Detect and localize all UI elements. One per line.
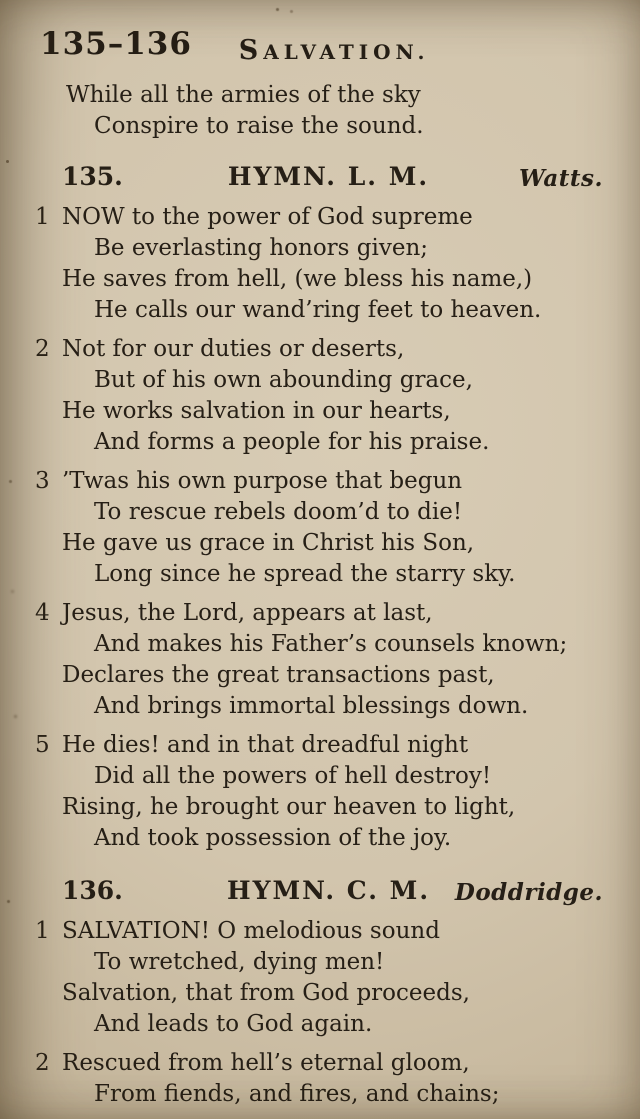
- hymn-number: 135.: [62, 162, 123, 191]
- verse-line: Rescued from hell’s eternal gloom,: [62, 1050, 470, 1076]
- verse-line: Be everlasting honors given;: [94, 235, 429, 261]
- verse-number: 1: [35, 204, 50, 230]
- verse: [35, 916, 595, 1040]
- hymn-title: HYMN. L. M.: [227, 162, 430, 191]
- verse-line: And brings immortal blessings down.: [94, 693, 529, 719]
- page-header: [40, 26, 595, 70]
- verse: [35, 730, 595, 854]
- hymn-heading-135: [62, 162, 603, 202]
- verse-line: While all the armies of the sky: [66, 82, 421, 108]
- verse-line: Salvation, that from God proceeds,: [62, 980, 470, 1006]
- verse: [35, 334, 595, 458]
- page-stain: [6, 160, 9, 163]
- verse-line: To rescue rebels doom’d to die!: [94, 499, 463, 525]
- verse: [35, 598, 595, 722]
- verse-line: He works salvation in our hearts,: [62, 398, 451, 424]
- verse-number: 2: [35, 1050, 50, 1076]
- verse-line: He calls our wand’ring feet to heaven.: [94, 297, 542, 323]
- verse-line: Conspire to raise the sound.: [94, 113, 424, 139]
- hymn-number: 136.: [62, 876, 123, 905]
- verse-line: To wretched, dying men!: [94, 949, 385, 975]
- verse: [35, 202, 595, 326]
- verse-line: And makes his Father’s counsels known;: [94, 631, 568, 657]
- verse-line: He saves from hell, (we bless his name,): [62, 266, 533, 292]
- verse-line: Rising, he brought our heaven to light,: [62, 794, 516, 820]
- verse-line: Long since he spread the starry sky.: [94, 561, 516, 587]
- continued-stanza: [62, 80, 595, 142]
- hymn-title: HYMN. C. M.: [226, 876, 431, 905]
- hymn-author: Doddridge.: [454, 879, 603, 906]
- hymn-heading-136: [62, 876, 603, 916]
- verse-line: And leads to God again.: [94, 1011, 373, 1037]
- verse-line: Jesus, the Lord, appears at last,: [62, 600, 433, 626]
- verse-line: And took possession of the joy.: [94, 825, 452, 851]
- verse-number: 1: [35, 918, 50, 944]
- verse-number: 3: [35, 468, 50, 494]
- verse-line: And forms a people for his praise.: [94, 429, 490, 455]
- verse-line: Not for our duties or deserts,: [62, 336, 405, 362]
- verse: [35, 1048, 595, 1110]
- verse-number: 4: [35, 600, 50, 626]
- verse-line: Declares the great transactions past,: [62, 662, 495, 688]
- verse-number: 2: [35, 336, 50, 362]
- section-title: SALVATION.: [238, 35, 430, 66]
- page-numbers: 135–136: [40, 26, 192, 62]
- verse-line: NOW to the power of God supreme: [62, 204, 473, 230]
- verse-line: Did all the powers of hell destroy!: [94, 763, 492, 789]
- verse-line: From fiends, and fires, and chains;: [94, 1081, 500, 1107]
- verse-line: SALVATION! O melodious sound: [62, 918, 440, 944]
- hymn-author: Watts.: [519, 165, 603, 192]
- verse-number: 5: [35, 732, 50, 758]
- verse-line: ’Twas his own purpose that begun: [62, 468, 463, 494]
- verse-line: He dies! and in that dreadful night: [62, 732, 469, 758]
- verse-line: But of his own abounding grace,: [94, 367, 473, 393]
- verse-line: He gave us grace in Christ his Son,: [62, 530, 475, 556]
- verse: [35, 466, 595, 590]
